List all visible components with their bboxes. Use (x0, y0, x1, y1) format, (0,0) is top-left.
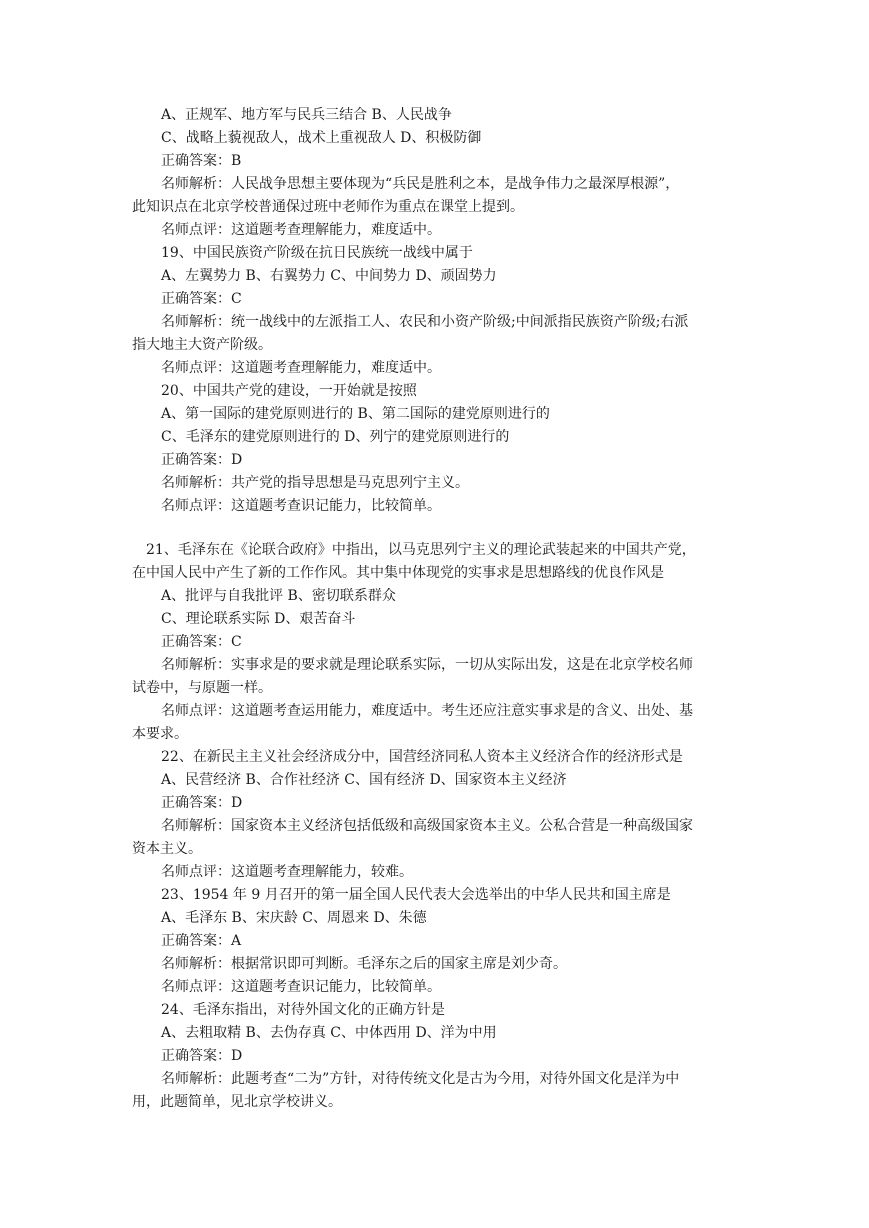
q21-options-cd: C、理论联系实际 D、艰苦奋斗 (161, 611, 356, 627)
q24-options: A、去粗取精 B、去伪存真 C、中体西用 D、洋为中用 (161, 1025, 497, 1041)
q22-options: A、民营经济 B、合作社经济 C、国有经济 D、国家资本主义经济 (161, 772, 567, 788)
q21-comment-cont: 本要求。 (132, 726, 188, 742)
q21-answer: 正确答案：C (161, 634, 242, 650)
q23-options: A、毛泽东 B、宋庆龄 C、周恩来 D、朱德 (161, 910, 427, 926)
q20-comment: 名师点评：这道题考查识记能力，比较简单。 (161, 498, 441, 514)
q23-comment: 名师点评：这道题考查识记能力，比较简单。 (161, 979, 441, 995)
q20-answer: 正确答案：D (161, 452, 243, 468)
q21-question: 21、毛泽东在《论联合政府》中指出，以马克思列宁主义的理论武装起来的中国共产党， (146, 542, 696, 558)
q21-options-ab: A、批评与自我批评 B、密切联系群众 (161, 588, 396, 604)
q22-answer: 正确答案：D (161, 795, 243, 811)
q19-options: A、左翼势力 B、右翼势力 C、中间势力 D、顽固势力 (161, 268, 497, 284)
q19-comment: 名师点评：这道题考查理解能力，难度适中。 (161, 360, 441, 376)
q22-analysis-cont: 资本主义。 (132, 841, 202, 857)
q18-answer: 正确答案：B (161, 153, 242, 169)
q24-answer: 正确答案：D (161, 1048, 243, 1064)
q21-comment: 名师点评：这道题考查运用能力，难度适中。考生还应注意实事求是的含义、出处、基 (161, 703, 693, 719)
q23-answer: 正确答案：A (161, 933, 242, 949)
q19-analysis-cont: 指大地主大资产阶级。 (132, 337, 272, 353)
q21-analysis-cont: 试卷中，与原题一样。 (132, 680, 272, 696)
q18-options-ab: A、正规军、地方军与民兵三结合 B、人民战争 (161, 107, 452, 123)
q18-options-cd: C、战略上藐视敌人，战术上重视敌人 D、积极防御 (161, 130, 482, 146)
q19-answer: 正确答案：C (161, 291, 242, 307)
q19-analysis: 名师解析：统一战线中的左派指工人、农民和小资产阶级;中间派指民族资产阶级;右派 (161, 314, 689, 330)
q21-analysis: 名师解析：实事求是的要求就是理论联系实际，一切从实际出发，这是在北京学校名师 (161, 657, 693, 673)
q19-question: 19、中国民族资产阶级在抗日民族统一战线中属于 (161, 245, 473, 261)
q24-analysis: 名师解析：此题考查“二为”方针，对待传统文化是古为今用，对待外国文化是洋为中 (161, 1071, 680, 1087)
q22-comment: 名师点评：这道题考查理解能力，较难。 (161, 864, 413, 880)
q24-question: 24、毛泽东指出，对待外国文化的正确方针是 (161, 1002, 445, 1018)
q18-analysis-cont: 此知识点在北京学校普通保过班中老师作为重点在课堂上提到。 (132, 199, 524, 215)
q20-options-ab: A、第一国际的建党原则进行的 B、第二国际的建党原则进行的 (161, 406, 550, 422)
q18-analysis: 名师解析：人民战争思想主要体现为“兵民是胜利之本，是战争伟力之最深厚根源”， (161, 176, 680, 192)
q21-question-cont: 在中国人民中产生了新的工作作风。其中集中体现党的实事求是思想路线的优良作风是 (132, 565, 664, 581)
q22-analysis: 名师解析：国家资本主义经济包括低级和高级国家资本主义。公私合营是一种高级国家 (161, 818, 693, 834)
q24-analysis-cont: 用，此题简单，见北京学校讲义。 (132, 1094, 342, 1110)
q20-analysis: 名师解析：共产党的指导思想是马克思列宁主义。 (161, 475, 469, 491)
q20-options-cd: C、毛泽东的建党原则进行的 D、列宁的建党原则进行的 (161, 429, 510, 445)
q18-comment: 名师点评：这道题考查理解能力，难度适中。 (161, 222, 441, 238)
q20-question: 20、中国共产党的建设，一开始就是按照 (161, 383, 417, 399)
q23-question: 23、1954 年 9 月召开的第一届全国人民代表大会选举出的中华人民共和国主席是 (161, 887, 671, 903)
q22-question: 22、在新民主主义社会经济成分中，国营经济同私人资本主义经济合作的经济形式是 (161, 749, 683, 765)
q23-analysis: 名师解析：根据常识即可判断。毛泽东之后的国家主席是刘少奇。 (161, 956, 567, 972)
